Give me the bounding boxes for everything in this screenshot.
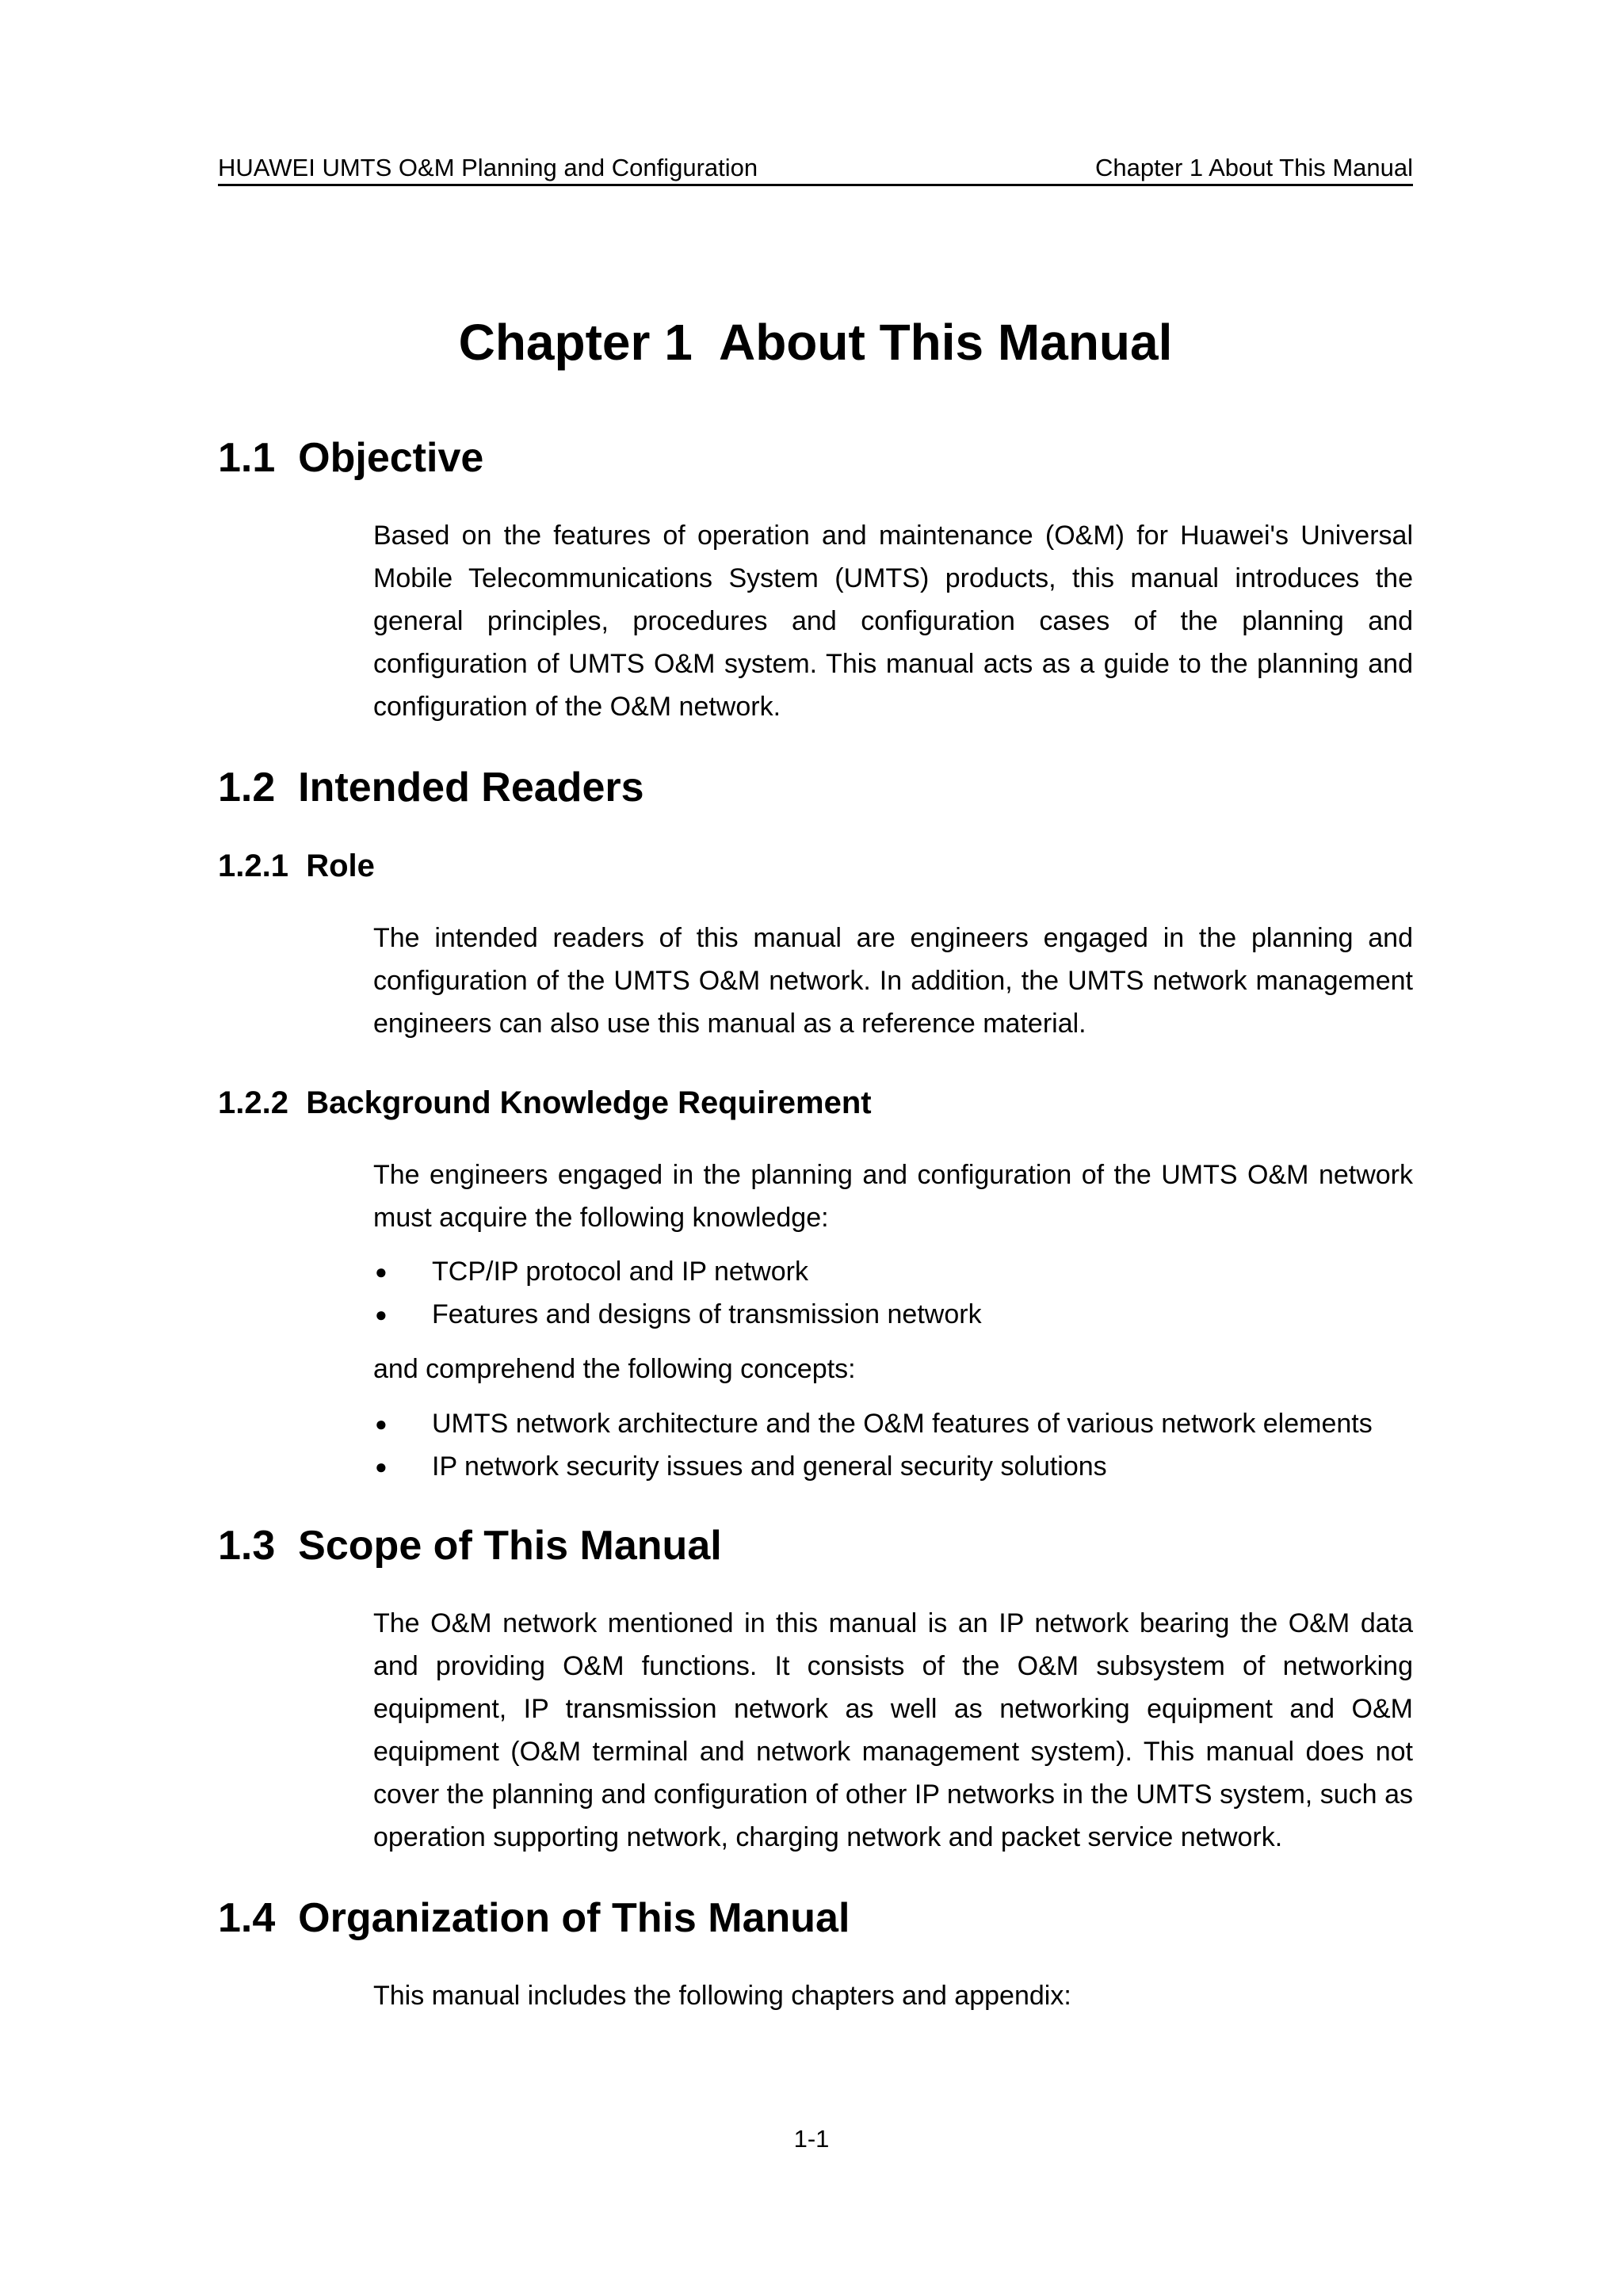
running-header: [218, 152, 1413, 186]
concepts-intro: and comprehend the following concepts:: [373, 1354, 856, 1384]
section-heading-intended-readers: 1.2 Intended Readers: [218, 765, 644, 810]
list-item-text: UMTS network architecture and the O&M features of various network elements: [432, 1409, 1373, 1439]
scope-paragraph: The O&M network mentioned in this manual is an IP network bearing the O&M data and providing O&M functions. It consists of the O&M subsystem of networking equipment, IP transmission network as well as networking equipment and O&M equipment (O&M terminal and network management system). This manual does not cover the planning and configuration of other IP networks in the UMTS system, such as operation supporting network, charging network and packet service network.: [373, 1608, 1413, 1852]
list-item-text: IP network security issues and general security solutions: [432, 1451, 1107, 1482]
list-item: [373, 1250, 1413, 1293]
section-heading-scope: 1.3 Scope of This Manual: [218, 1523, 722, 1569]
concepts-list: [373, 1402, 1413, 1488]
knowledge-list: [373, 1250, 1413, 1336]
bullet-icon: ●: [375, 1412, 388, 1436]
section-heading-objective: 1.1 Objective: [218, 435, 484, 481]
list-item: [373, 1293, 1413, 1336]
list-item-text: Features and designs of transmission network: [432, 1299, 982, 1329]
subsection-heading-background: 1.2.2 Background Knowledge Requirement: [218, 1085, 872, 1120]
chapter-title: Chapter 1 About This Manual: [458, 314, 1173, 371]
bullet-icon: ●: [375, 1455, 388, 1478]
bullet-icon: ●: [375, 1302, 388, 1326]
organization-paragraph: This manual includes the following chapters and appendix:: [373, 1981, 1071, 2011]
bullet-icon: ●: [375, 1260, 388, 1283]
background-paragraph: The engineers engaged in the planning and configuration of the UMTS O&M network must acquire the following knowledge:: [373, 1160, 1413, 1233]
page-number: 1-1: [793, 2125, 830, 2153]
list-item: [373, 1445, 1413, 1488]
header-manual-title: HUAWEI UMTS O&M Planning and Configuration: [218, 154, 758, 181]
section-heading-organization: 1.4 Organization of This Manual: [218, 1895, 850, 1941]
list-item: [373, 1402, 1413, 1445]
role-paragraph: The intended readers of this manual are engineers engaged in the planning and configuration of the UMTS O&M network. In addition, the UMTS network management engineers can also use this manual as a reference material.: [373, 923, 1413, 1039]
list-item-text: TCP/IP protocol and IP network: [432, 1257, 808, 1287]
objective-paragraph: Based on the features of operation and maintenance (O&M) for Huawei's Universal Mobile Telecommunications System (UMTS) products, this manual introduces the general principles, procedures and configuration cases of the planning and configuration of UMTS O&M system. This manual acts as a guide to the planning and configuration of the O&M network.: [373, 521, 1413, 722]
header-chapter-title: Chapter 1 About This Manual: [1095, 154, 1413, 181]
subsection-heading-role: 1.2.1 Role: [218, 849, 375, 883]
